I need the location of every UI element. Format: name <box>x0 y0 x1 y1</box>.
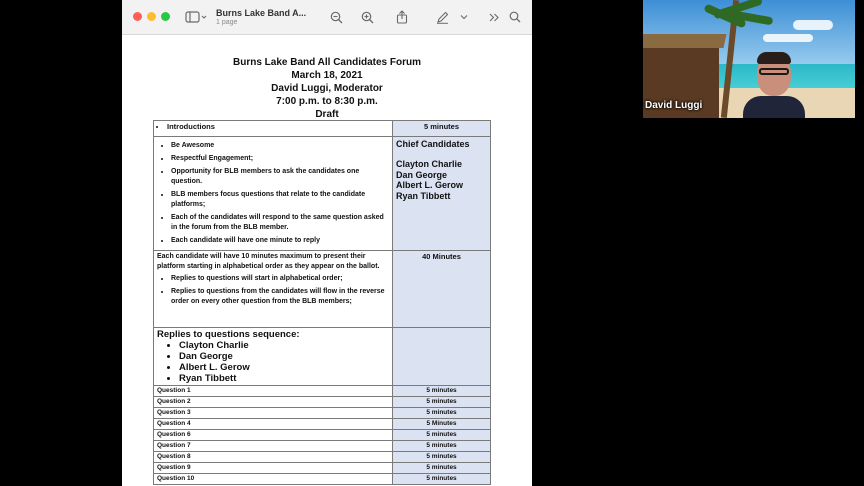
zoom-out-icon[interactable] <box>328 8 344 26</box>
intro-label: • Introductions <box>167 122 389 132</box>
list-item: • BLB members focus questions that relate to the candidate platforms; <box>171 190 389 210</box>
glasses-icon <box>759 68 789 75</box>
more-icon[interactable] <box>488 8 500 26</box>
fullscreen-window-button[interactable] <box>161 12 170 21</box>
header-time: 7:00 p.m. to 8:30 p.m. <box>276 96 378 107</box>
header-moderator: David Luggi, Moderator <box>271 83 383 94</box>
list-item: • Replies to questions will start in alphabetical order; <box>171 274 389 284</box>
participant-name: David Luggi <box>645 100 703 111</box>
list-item: • Be Awesome <box>171 141 389 151</box>
question-time: 5 minutes <box>393 386 491 397</box>
list-item: • Dan George <box>179 351 389 362</box>
candidate-name: Clayton Charlie <box>396 159 463 169</box>
platform-cell <box>154 251 393 328</box>
question-label: Question 1 <box>154 386 393 397</box>
table-row <box>154 408 491 419</box>
list-item: • Clayton Charlie <box>179 340 389 351</box>
agenda-table <box>153 120 491 485</box>
table-row <box>154 397 491 408</box>
title-bar <box>122 0 532 35</box>
table-row <box>154 474 491 485</box>
platform-text: Each candidate will have 10 minutes maximum to present their platform starting in alphabetical order as they appear on the ballot. <box>157 253 380 270</box>
guidelines-cell <box>154 137 393 251</box>
question-label: Question 9 <box>154 463 393 474</box>
search-icon[interactable] <box>508 8 522 26</box>
list-item: • Albert L. Gerow <box>179 362 389 373</box>
share-icon[interactable] <box>394 8 410 26</box>
preview-window <box>122 0 532 486</box>
close-window-button[interactable] <box>133 12 142 21</box>
question-time: 5 minutes <box>393 474 491 485</box>
list-item: • Each of the candidates will respond to the same question asked in the forum from the BLB member. <box>171 213 389 233</box>
table-row <box>154 441 491 452</box>
list-item: • Respectful Engagement; <box>171 154 389 164</box>
document-title: Burns Lake Band A... <box>216 8 307 18</box>
candidate-name: Albert L. Gerow <box>396 180 464 190</box>
table-row <box>154 328 491 386</box>
header-title: Burns Lake Band All Candidates Forum <box>233 57 421 68</box>
participant-video-tile[interactable] <box>643 0 855 118</box>
header-status: Draft <box>315 109 339 120</box>
question-time: 5 minutes <box>393 441 491 452</box>
question-label: Question 8 <box>154 452 393 463</box>
markup-icon[interactable] <box>434 8 450 26</box>
page-count: 1 page <box>216 19 238 26</box>
list-item: • Each candidate will have one minute to reply <box>171 236 389 246</box>
cloud-shape <box>763 34 813 42</box>
table-row <box>154 430 491 441</box>
header-date: March 18, 2021 <box>291 70 363 81</box>
question-label: Question 3 <box>154 408 393 419</box>
question-time: 5 minutes <box>393 430 491 441</box>
participant-body <box>743 96 805 118</box>
question-time: 5 minutes <box>393 463 491 474</box>
table-row <box>154 251 491 328</box>
document-header <box>122 56 532 121</box>
participant-hair <box>757 52 791 64</box>
hut-roof <box>643 34 726 48</box>
sequence-cell <box>154 328 393 386</box>
sequence-title: Replies to questions sequence: <box>157 329 300 340</box>
table-row <box>154 386 491 397</box>
question-time: 5 minutes <box>393 452 491 463</box>
intro-time: 5 minutes <box>393 121 491 137</box>
table-row <box>154 419 491 430</box>
sidebar-icon[interactable] <box>184 8 208 26</box>
table-row <box>154 121 491 137</box>
table-row <box>154 463 491 474</box>
chief-candidates-cell <box>393 137 491 251</box>
question-label: Question 6 <box>154 430 393 441</box>
platform-time: 40 Minutes <box>393 251 491 328</box>
chevron-down-icon[interactable] <box>459 8 469 26</box>
zoom-in-icon[interactable] <box>359 8 375 26</box>
question-label: Question 4 <box>154 419 393 430</box>
sequence-time <box>393 328 491 386</box>
table-row <box>154 137 491 251</box>
participant-avatar <box>743 46 805 118</box>
question-time: 5 Minutes <box>393 419 491 430</box>
question-time: 5 minutes <box>393 408 491 419</box>
question-label: Question 10 <box>154 474 393 485</box>
list-item: • Replies to questions from the candidates will flow in the reverse order on every other question from the BLB members; <box>171 287 389 307</box>
list-item: • Opportunity for BLB members to ask the candidates one question. <box>171 167 389 187</box>
question-label: Question 2 <box>154 397 393 408</box>
cloud-shape <box>793 20 833 30</box>
chief-heading: Chief Candidates <box>396 139 470 149</box>
document-page <box>130 36 524 486</box>
question-label: Question 7 <box>154 441 393 452</box>
candidate-name: Ryan Tibbett <box>396 190 451 201</box>
list-item: • Ryan Tibbett <box>179 373 389 384</box>
candidate-name: Dan George <box>396 169 448 180</box>
intro-cell <box>154 121 393 137</box>
question-time: 5 minutes <box>393 397 491 408</box>
minimize-window-button[interactable] <box>147 12 156 21</box>
table-row <box>154 452 491 463</box>
